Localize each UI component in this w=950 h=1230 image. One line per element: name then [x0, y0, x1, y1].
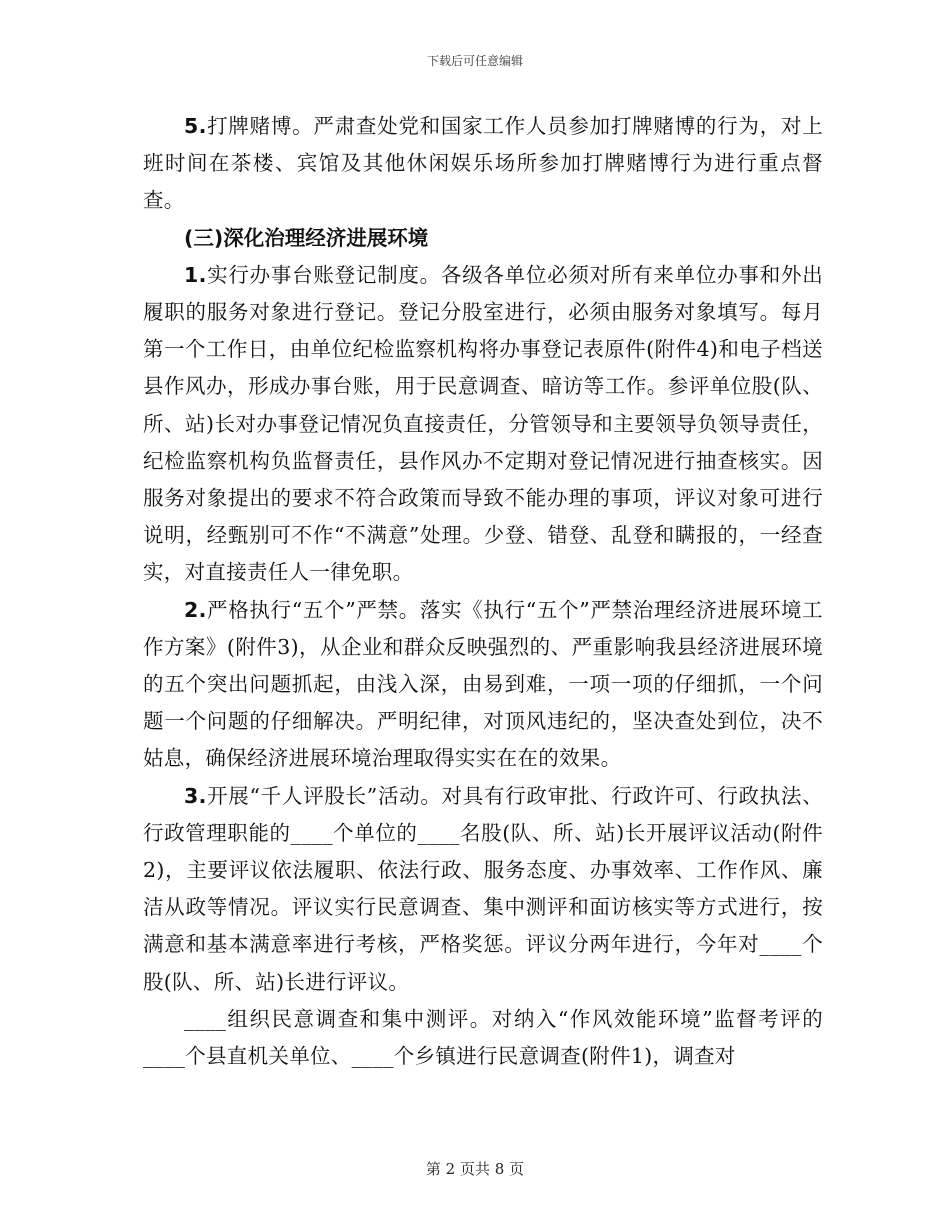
- paragraph-text: 严格执行“五个”严禁。落实《执行“五个”严禁治理经济进展环境工作方案》(附件3)，从企业和群众反映强烈的、严重影响我县经济进展环境的五个突出问题抓起，由浅入深，由易到难，一项一项的仔细抓，一个问题一个问题的仔细解决。严明纪律，对顶风违纪的，坚决查处到位，决不姑息，确保经济进展环境治理取得实实在在的效果。: [143, 597, 823, 771]
- paragraph-text: ____组织民意调查和集中测评。对纳入“作风效能环境”监督考评的____个县直机关单位、____个乡镇进行民意调查(附件1)，调查对: [143, 1006, 823, 1069]
- item-number: 1.: [184, 262, 207, 287]
- paragraph-item-5: [143, 108, 823, 220]
- paragraph-item-2: [143, 592, 823, 778]
- section-heading: (三)深化治理经济进展环境: [184, 225, 429, 250]
- paragraph-text: 实行办事台账登记制度。各级各单位必须对所有来单位办事和外出履职的服务对象进行登记。登记分股室进行，必须由服务对象填写。每月第一个工作日，由单位纪检监察机构将办事登记表原件(附件4)和电子档送县作风办，形成办事台账，用于民意调查、暗访等工作。参评单位股(队、所、站)长对办事登记情况负直接责任，分管领导和主要领导负领导责任，纪检监察机构负监督责任，县作风办不定期对登记情况进行抽查核实。因服务对象提出的要求不符合政策而导致不能办理的事项，评议对象可进行说明，经甄别可不作“不满意”处理。少登、错登、乱登和瞒报的，一经查实，对直接责任人一律免职。: [143, 262, 823, 585]
- item-number: 2.: [184, 597, 207, 622]
- document-body: [143, 108, 823, 1075]
- paragraph-text: 开展“千人评股长”活动。对具有行政审批、行政许可、行政执法、行政管理职能的____个单位的____名股(队、所、站)长开展评议活动(附件2)，主要评议依法履职、依法行政、服务态度、办事效率、工作作风、廉洁从政等情况。评议实行民意调查、集中测评和面访核实等方式进行，按满意和基本满意率进行考核，严格奖惩。评议分两年进行，今年对____个股(队、所、站)长进行评议。: [143, 783, 823, 994]
- page-header: 下载后可任意编辑: [426, 54, 523, 68]
- item-number: 3.: [184, 783, 207, 808]
- paragraph-item-3: [143, 778, 823, 1001]
- paragraph-text: 打牌赌博。严肃查处党和国家工作人员参加打牌赌博的行为，对上班时间在茶楼、宾馆及其他休闲娱乐场所参加打牌赌博行为进行重点督查。: [143, 114, 823, 213]
- paragraph-item-1: [143, 257, 823, 592]
- item-number: 5.: [184, 114, 207, 138]
- paragraph-survey: [143, 1001, 823, 1075]
- page-number: 第 2 页共 8 页: [425, 1160, 525, 1178]
